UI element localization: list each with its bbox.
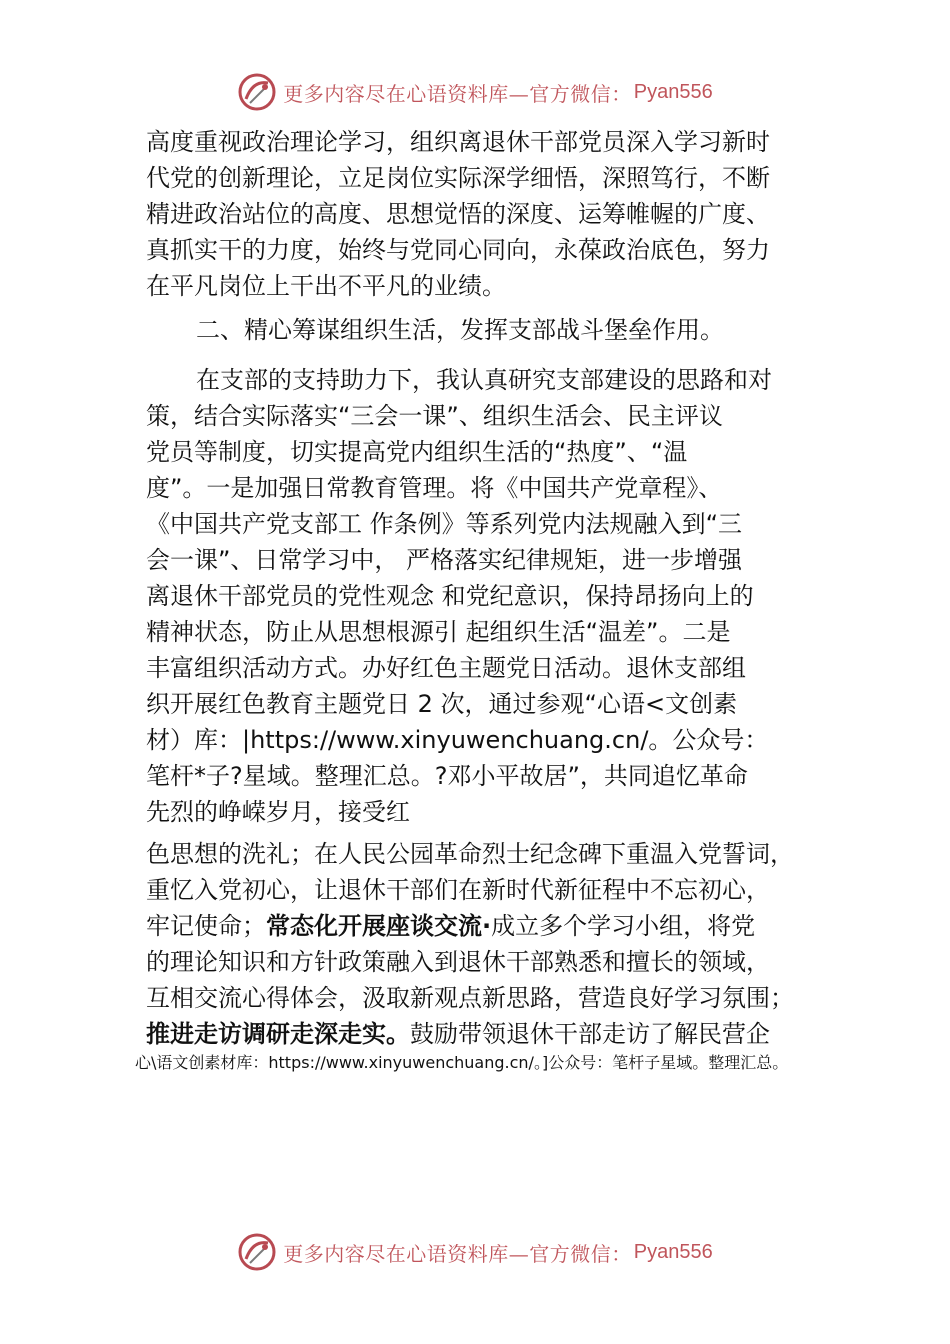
text-line: 在平凡岗位上干出不平凡的业绩。 [146,272,506,300]
text-line: 互相交流心得体会，汲取新观点新思路，营造良好学习氛围； [146,984,794,1012]
text-line: 会一课”、日常学习中， 严格落实纪律规矩，进一步增强 [146,546,743,574]
text-line: 的理论知识和方针政策融入到退休干部熟悉和擅长的领域， [146,948,770,976]
text-line: 在支部的支持助力下，我认真研究支部建设的思路和对 [196,366,772,394]
text-line: 党员等制度，切实提高党内组织生活的“热度”、“温 [146,438,688,466]
text-segment: 牢记使命； [146,912,266,940]
banner-contact: Pyan556 [633,1240,713,1263]
text-line: 代党的创新理论，立足岗位实际深学细悟，深照笃行，不断 [146,164,770,192]
text-line: 先烈的峥嵘岁月，接受红 [146,798,410,826]
text-line: 高度重视政治理论学习，组织离退休干部党员深入学习新时 [146,128,770,156]
xinyu-logo-icon [237,72,277,112]
section-heading: 二、精心筹谋组织生活，发挥支部战斗堡垒作用。 [196,316,724,344]
text-line: 度”。一是加强日常教育管理。将《中国共产党章程》、 [146,474,723,502]
banner-contact: Pyan556 [633,80,713,103]
text-segment: 成立多个学习小组，将党 [491,912,756,940]
bold-subheading: 推进走访调研走深走实。 [146,1020,410,1048]
top-banner [0,70,950,114]
text-line [146,1016,826,1052]
text-line: 策，结合实际落实“三会一课”、组织生活会、民主评议 [146,402,723,430]
text-line: 《中国共产党支部工 作条例》等系列党内法规融入到“三 [146,510,743,538]
text-line: 离退休干部党员的党性观念 和党纪意识，保持昂扬向上的 [146,582,754,610]
banner-text: 更多内容尽在心语资料库—官方微信： [283,81,632,106]
text-line: 重忆入党初心，让退休干部们在新时代新征程中不忘初心， [146,876,770,904]
banner-text: 更多内容尽在心语资料库—官方微信： [283,1241,632,1266]
section-heading-2 [146,312,826,348]
bottom-banner [0,1230,950,1274]
text-segment: 鼓励带领退休干部走访了解民营企 [410,1020,770,1048]
text-line: 精神状态，防止从思想根源引 起组织生活“温差”。二是 [146,618,731,646]
paragraph-2 [146,362,826,830]
text-line: 精进政治站位的高度、思想觉悟的深度、运筹帷幄的广度、 [146,200,770,228]
text-line: 笔杆*子?星域。整理汇总。?邓小平故居”，共同追忆革命 [146,762,748,790]
paragraph-1 [146,124,826,304]
text-line: 真抓实干的力度，始终与党同心同向，永葆政治底色，努力 [146,236,770,264]
footnote-watermark-text: 心\语文创素材库：https://www.xinyuwenchuang.cn/。]公众号：笔杆子星域。整理汇总。 [135,1053,789,1072]
paragraph-3 [146,836,826,1052]
text-line: 织开展红色教育主题党日 2 次，通过参观“心语<文创素 [146,690,738,718]
bold-subheading: 常态化开展座谈交流· [266,912,492,940]
text-line: 丰富组织活动方式。办好红色主题党日活动。退休支部组 [146,654,746,682]
xinyu-logo-icon [237,1232,277,1272]
text-line [146,908,826,944]
text-line: 材）库：|https://www.xinyuwenchuang.cn/。公众号： [146,726,769,754]
text-line: 色思想的洗礼；在人民公园革命烈士纪念碑下重温入党誓词， [146,840,794,868]
